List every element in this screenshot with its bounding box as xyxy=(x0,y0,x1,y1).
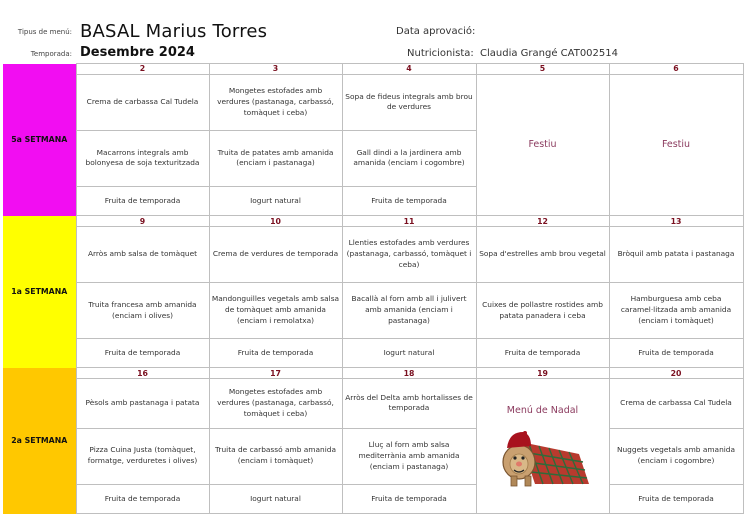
christmas-menu-cell xyxy=(476,379,609,514)
day-number: 10 xyxy=(209,216,342,227)
approval-label: Data aprovació: xyxy=(396,26,476,37)
second-course: Bacallà al forn amb all i julivert amb amanida (enciam i pastanaga) xyxy=(342,283,476,339)
first-course: Crema de verdures de temporada xyxy=(209,226,342,282)
first-course: Mongetes estofades amb verdures (pastanaga, carbassó, tomàquet i ceba) xyxy=(209,379,342,429)
first-course: Crema de carbassa Cal Tudela xyxy=(76,74,209,130)
day-number: 4 xyxy=(342,64,476,75)
dessert: Iogurt natural xyxy=(209,187,342,216)
second-course: Hamburguesa amb ceba caramel·litzada amb amanida (enciam i tomàquet) xyxy=(609,283,743,339)
christmas-menu-label: Menú de Nadal xyxy=(506,405,579,417)
menu-type-value: BASAL Marius Torres xyxy=(80,21,268,42)
dessert: Fruita de temporada xyxy=(609,339,743,368)
day-number: 18 xyxy=(342,368,476,379)
holiday-label: Festiu xyxy=(528,139,557,151)
day-number: 17 xyxy=(209,368,342,379)
day-number: 6 xyxy=(609,64,743,75)
day-number: 13 xyxy=(609,216,743,227)
dessert: Fruita de temporada xyxy=(209,339,342,368)
day-number: 20 xyxy=(609,368,743,379)
nutritionist-value: Claudia Grangé CAT002514 xyxy=(480,48,618,59)
dessert: Fruita de temporada xyxy=(476,339,609,368)
second-course: Lluç al forn amb salsa mediterrània amb amanida (enciam i pastanaga) xyxy=(342,428,476,484)
day-number: 11 xyxy=(342,216,476,227)
dessert: Iogurt natural xyxy=(342,339,476,368)
dessert: Fruita de temporada xyxy=(342,484,476,513)
dessert: Fruita de temporada xyxy=(342,187,476,216)
season-value: Desembre 2024 xyxy=(80,45,195,60)
dessert: Fruita de temporada xyxy=(609,484,743,513)
first-course: Crema de carbassa Cal Tudela xyxy=(609,379,743,429)
holiday-cell xyxy=(609,74,743,215)
day-number: 19 xyxy=(476,368,609,379)
day-number: 3 xyxy=(209,64,342,75)
second-course: Truita francesa amb amanida (enciam i olives) xyxy=(76,283,209,339)
week-label-2a: 2a SETMANA xyxy=(3,368,76,514)
week-label-1a: 1a SETMANA xyxy=(3,216,76,368)
tio-de-nadal-image xyxy=(495,424,591,488)
dessert: Fruita de temporada xyxy=(76,484,209,513)
second-course: Macarrons integrals amb bolonyesa de soja texturitzada xyxy=(76,130,209,186)
first-course: Arròs amb salsa de tomàquet xyxy=(76,226,209,282)
second-course: Truita de carbassó amb amanida (enciam i tomàquet) xyxy=(209,428,342,484)
dessert: Fruita de temporada xyxy=(76,339,209,368)
first-course: Pèsols amb pastanaga i patata xyxy=(76,379,209,429)
dessert: Iogurt natural xyxy=(209,484,342,513)
second-course: Cuixes de pollastre rostides amb patata panadera i ceba xyxy=(476,283,609,339)
second-course: Nuggets vegetals amb amanida (enciam i cogombre) xyxy=(609,428,743,484)
second-course: Truita de patates amb amanida (enciam i pastanaga) xyxy=(209,130,342,186)
week-label-5a: 5a SETMANA xyxy=(3,64,76,216)
day-number: 9 xyxy=(76,216,209,227)
day-number: 5 xyxy=(476,64,609,75)
first-course: Arròs del Delta amb hortalisses de temporada xyxy=(342,379,476,429)
nutritionist-label: Nutricionista: xyxy=(407,48,474,59)
holiday-label: Festiu xyxy=(661,139,691,151)
second-course: Gall dindi a la jardinera amb amanida (enciam i cogombre) xyxy=(342,130,476,186)
second-course: Mandonguilles vegetals amb salsa de tomàquet amb amanida (enciam i remolatxa) xyxy=(209,283,342,339)
first-course: Sopa d'estrelles amb brou vegetal xyxy=(476,226,609,282)
barretina-hat xyxy=(507,432,531,448)
dessert: Fruita de temporada xyxy=(76,187,209,216)
day-number: 16 xyxy=(76,368,209,379)
second-course: Pizza Cuina Justa (tomàquet, formatge, verduretes i olives) xyxy=(76,428,209,484)
holiday-cell xyxy=(476,74,609,215)
first-course: Mongetes estofades amb verdures (pastanaga, carbassó, tomàquet i ceba) xyxy=(209,74,342,130)
first-course: Sopa de fideus integrals amb brou de verdures xyxy=(342,74,476,130)
first-course: Llenties estofades amb verdures (pastanaga, carbassó, tomàquet i ceba) xyxy=(342,226,476,282)
season-label: Temporada: xyxy=(30,50,72,58)
menu-type-label: Tipus de menú: xyxy=(17,28,72,36)
day-number: 2 xyxy=(76,64,209,75)
day-number: 12 xyxy=(476,216,609,227)
first-course: Bròquil amb patata i pastanaga xyxy=(609,226,743,282)
menu-grid xyxy=(3,63,744,514)
